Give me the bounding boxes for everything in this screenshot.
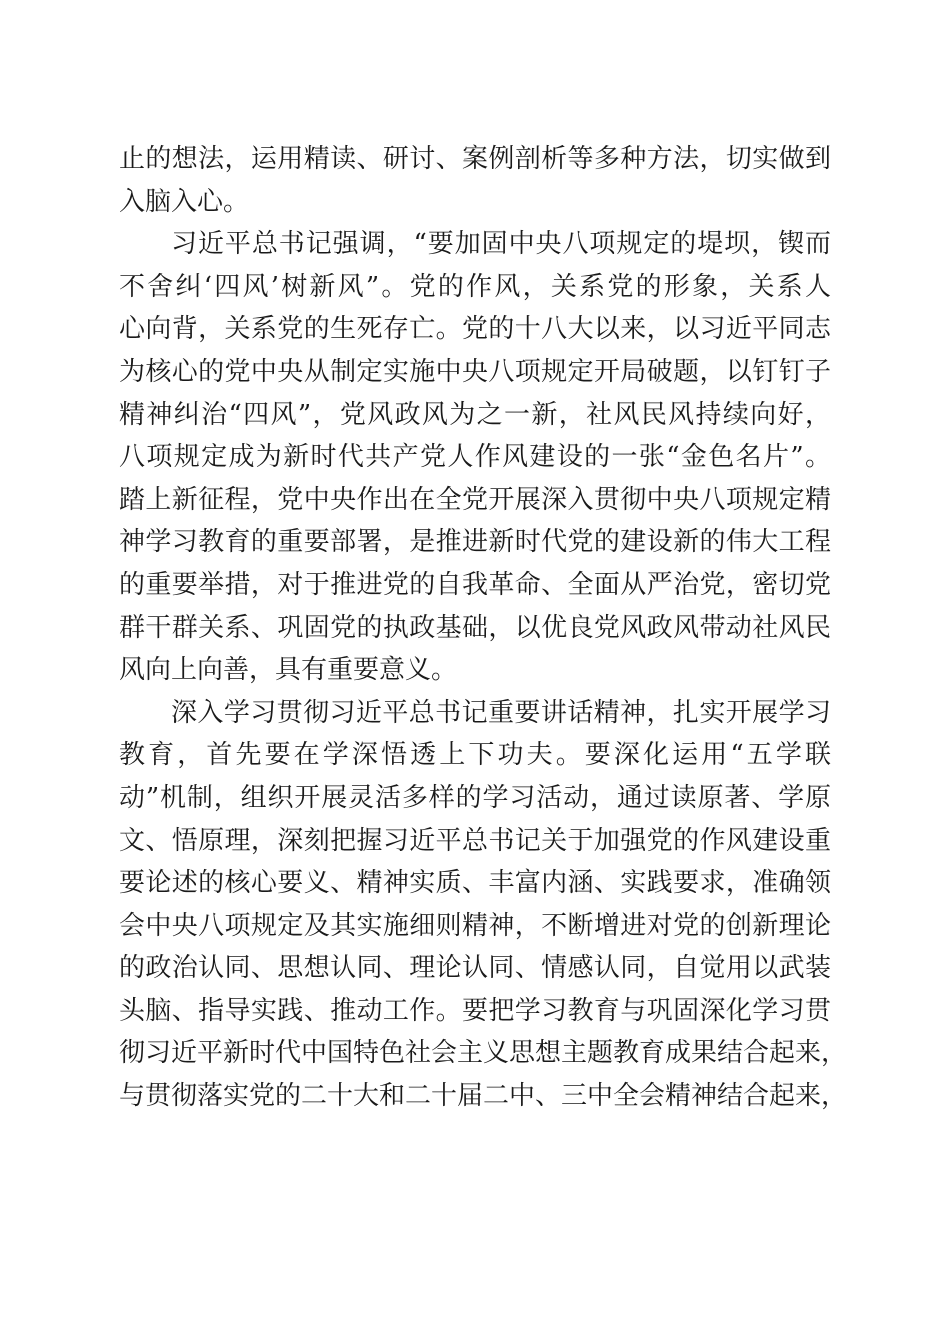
- text-line: 风向上向善，具有重要意义。: [119, 655, 458, 686]
- text-line: 精神纠治“四风”，党风政风为之一新，社风民风持续向好，: [119, 399, 831, 430]
- text-line: 动”机制，组织开展灵活多样的学习活动，通过读原著、学原: [119, 782, 831, 813]
- text-line: 群干群关系、巩固党的执政基础，以优良党风政风带动社风民: [119, 612, 831, 643]
- text-line: 的重要举措，对于推进党的自我革命、全面从严治党，密切党: [119, 569, 831, 600]
- text-line: 文、悟原理，深刻把握习近平总书记关于加强党的作风建设重: [119, 825, 831, 856]
- text-line: 止的想法，运用精读、研讨、案例剖析等多种方法，切实做到: [119, 144, 831, 174]
- text-line: 会中央八项规定及其实施细则精神，不断增进对党的创新理论: [119, 910, 831, 941]
- text-line: 教育，首先要在学深悟透上下功夫。要深化运用“五学联: [119, 740, 831, 771]
- text-line: 要论述的核心要义、精神实质、丰富内涵、实践要求，准确领: [119, 868, 831, 899]
- text-line: 头脑、指导实践、推动工作。要把学习教育与巩固深化学习贯: [119, 995, 831, 1026]
- text-line: 神学习教育的重要部署，是推进新时代党的建设新的伟大工程: [119, 527, 831, 558]
- text-line: 心向背，关系党的生死存亡。党的十八大以来，以习近平同志: [119, 314, 831, 345]
- text-line: 踏上新征程，党中央作出在全党开展深入贯彻中央八项规定精: [119, 484, 831, 515]
- text-line: 不舍纠‘四风’树新风”。党的作风，关系党的形象，关系人: [119, 271, 831, 302]
- text-line: 入脑入心。: [119, 186, 250, 217]
- text-line: 八项规定成为新时代共产党人作风建设的一张“金色名片”。: [119, 442, 831, 473]
- text-line: 与贯彻落实党的二十大和二十届二中、三中全会精神结合起来，: [119, 1081, 848, 1112]
- paragraph-first-line: 深入学习贯彻习近平总书记重要讲话精神，扎实开展学习: [171, 697, 831, 728]
- text-line: 为核心的党中央从制定实施中央八项规定开局破题，以钉钉子: [119, 356, 831, 387]
- text-line: 的政治认同、思想认同、理论认同、情感认同，自觉用以武装: [119, 953, 831, 984]
- body-text: [119, 138, 848, 1118]
- text-line: 彻习近平新时代中国特色社会主义思想主题教育成果结合起来，: [119, 1038, 848, 1069]
- paragraph-first-line: 习近平总书记强调，“要加固中央八项规定的堤坝，锲而: [171, 229, 831, 260]
